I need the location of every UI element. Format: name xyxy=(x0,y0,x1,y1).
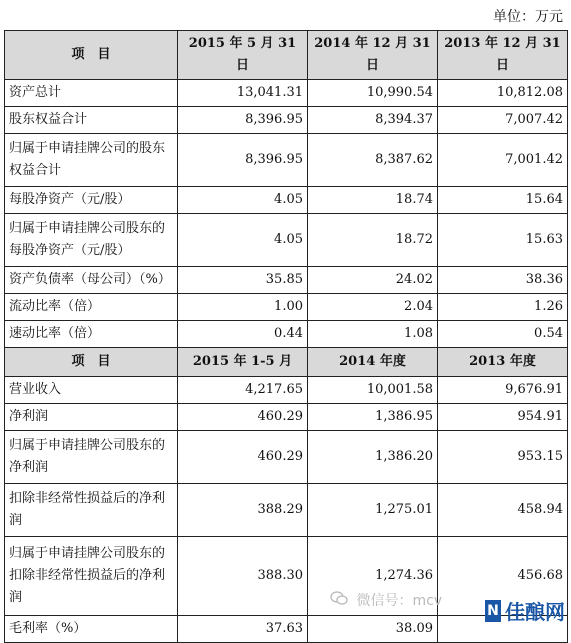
cell-value: 8,394.37 xyxy=(308,107,438,134)
table-row xyxy=(5,107,568,134)
cell-value: 15.64 xyxy=(438,187,568,214)
cell-value: 1,275.01 xyxy=(308,484,438,537)
cell-value: 0.44 xyxy=(178,321,308,348)
cell-value: 456.68 xyxy=(438,537,568,616)
cell-value: 2.04 xyxy=(308,294,438,321)
row-label: 归属于申请挂牌公司股东的净利润 xyxy=(5,431,178,484)
row-label: 流动比率（倍） xyxy=(5,294,178,321)
cell-value: 953.15 xyxy=(438,431,568,484)
header-period-2015: 2015 年 1-5 月 xyxy=(178,348,308,377)
cell-value: 10,990.54 xyxy=(308,80,438,107)
cell-value: 460.29 xyxy=(178,431,308,484)
cell-value: 0.54 xyxy=(438,321,568,348)
header-period-2013: 2013 年度 xyxy=(438,348,568,377)
table-row xyxy=(5,187,568,214)
cell-value: 1,386.20 xyxy=(308,431,438,484)
cell-value: 1.08 xyxy=(308,321,438,348)
cell-value: 8,387.62 xyxy=(308,134,438,187)
table-row xyxy=(5,431,568,484)
cell-value: 10,001.58 xyxy=(308,377,438,404)
header-period-2014: 2014 年度 xyxy=(308,348,438,377)
cell-value: 388.29 xyxy=(178,484,308,537)
cell-value: 9,676.91 xyxy=(438,377,568,404)
cell-value: 8,396.95 xyxy=(178,134,308,187)
row-label: 扣除非经常性损益后的净利润 xyxy=(5,484,178,537)
row-label: 归属于申请挂牌公司股东的每股净资产（元/股） xyxy=(5,214,178,267)
cell-value: 460.29 xyxy=(178,404,308,431)
cell-value: 35.85 xyxy=(178,267,308,294)
site-logo xyxy=(485,596,565,625)
header-item: 项 目 xyxy=(5,31,178,80)
cell-value: 38.36 xyxy=(438,267,568,294)
cell-value: 13,041.31 xyxy=(178,80,308,107)
row-label: 速动比率（倍） xyxy=(5,321,178,348)
cell-value: 4,217.65 xyxy=(178,377,308,404)
cell-value: 388.30 xyxy=(178,537,308,616)
cell-value: 7,001.42 xyxy=(438,134,568,187)
income-header-row xyxy=(5,348,568,377)
cell-value: 15.63 xyxy=(438,214,568,267)
balance-header-row xyxy=(5,31,568,80)
logo-icon: N xyxy=(485,600,501,622)
watermark-text: 微信号：mcv xyxy=(356,593,443,609)
row-label: 归属于申请挂牌公司股东的扣除非经常性损益后的净利润 xyxy=(5,537,178,616)
table-row xyxy=(5,214,568,267)
row-label: 营业收入 xyxy=(5,377,178,404)
row-label: 股东权益合计 xyxy=(5,107,178,134)
header-date-2014: 2014 年 12 月 31 日 xyxy=(308,31,438,80)
cell-value: 18.72 xyxy=(308,214,438,267)
table-row xyxy=(5,404,568,431)
row-label: 资产负债率（母公司）（%） xyxy=(5,267,178,294)
watermark xyxy=(330,590,442,610)
cell-value: 18.74 xyxy=(308,187,438,214)
row-label: 归属于申请挂牌公司的股东权益合计 xyxy=(5,134,178,187)
unit-label: 单位：万元 xyxy=(493,9,563,25)
row-label: 净利润 xyxy=(5,404,178,431)
cell-value: 4.05 xyxy=(178,187,308,214)
cell-value: 1,274.36 xyxy=(308,537,438,616)
table-row xyxy=(5,377,568,404)
table-row xyxy=(5,537,568,616)
cell-value: 7,007.42 xyxy=(438,107,568,134)
cell-value: 1.00 xyxy=(178,294,308,321)
header-date-2015: 2015 年 5 月 31 日 xyxy=(178,31,308,80)
cell-value: 38.09 xyxy=(308,616,438,643)
wechat-icon xyxy=(330,591,348,609)
row-label: 毛利率（%） xyxy=(5,616,178,643)
cell-value: 1.26 xyxy=(438,294,568,321)
cell-value: 8,396.95 xyxy=(178,107,308,134)
table-row xyxy=(5,294,568,321)
cell-value: 954.91 xyxy=(438,404,568,431)
financial-table xyxy=(4,30,568,643)
cell-value: 4.05 xyxy=(178,214,308,267)
table-row xyxy=(5,616,568,643)
table-row xyxy=(5,484,568,537)
cell-value: 1,386.95 xyxy=(308,404,438,431)
row-label: 每股净资产（元/股） xyxy=(5,187,178,214)
row-label: 资产总计 xyxy=(5,80,178,107)
table-row xyxy=(5,134,568,187)
table-row xyxy=(5,267,568,294)
logo-text: 佳酿网 xyxy=(505,600,565,624)
header-item: 项 目 xyxy=(5,348,178,377)
table-row xyxy=(5,321,568,348)
cell-value: 37.63 xyxy=(178,616,308,643)
table-row xyxy=(5,80,568,107)
cell-value: 458.94 xyxy=(438,484,568,537)
cell-value: 24.02 xyxy=(308,267,438,294)
cell-value: 10,812.08 xyxy=(438,80,568,107)
header-date-2013: 2013 年 12 月 31 日 xyxy=(438,31,568,80)
